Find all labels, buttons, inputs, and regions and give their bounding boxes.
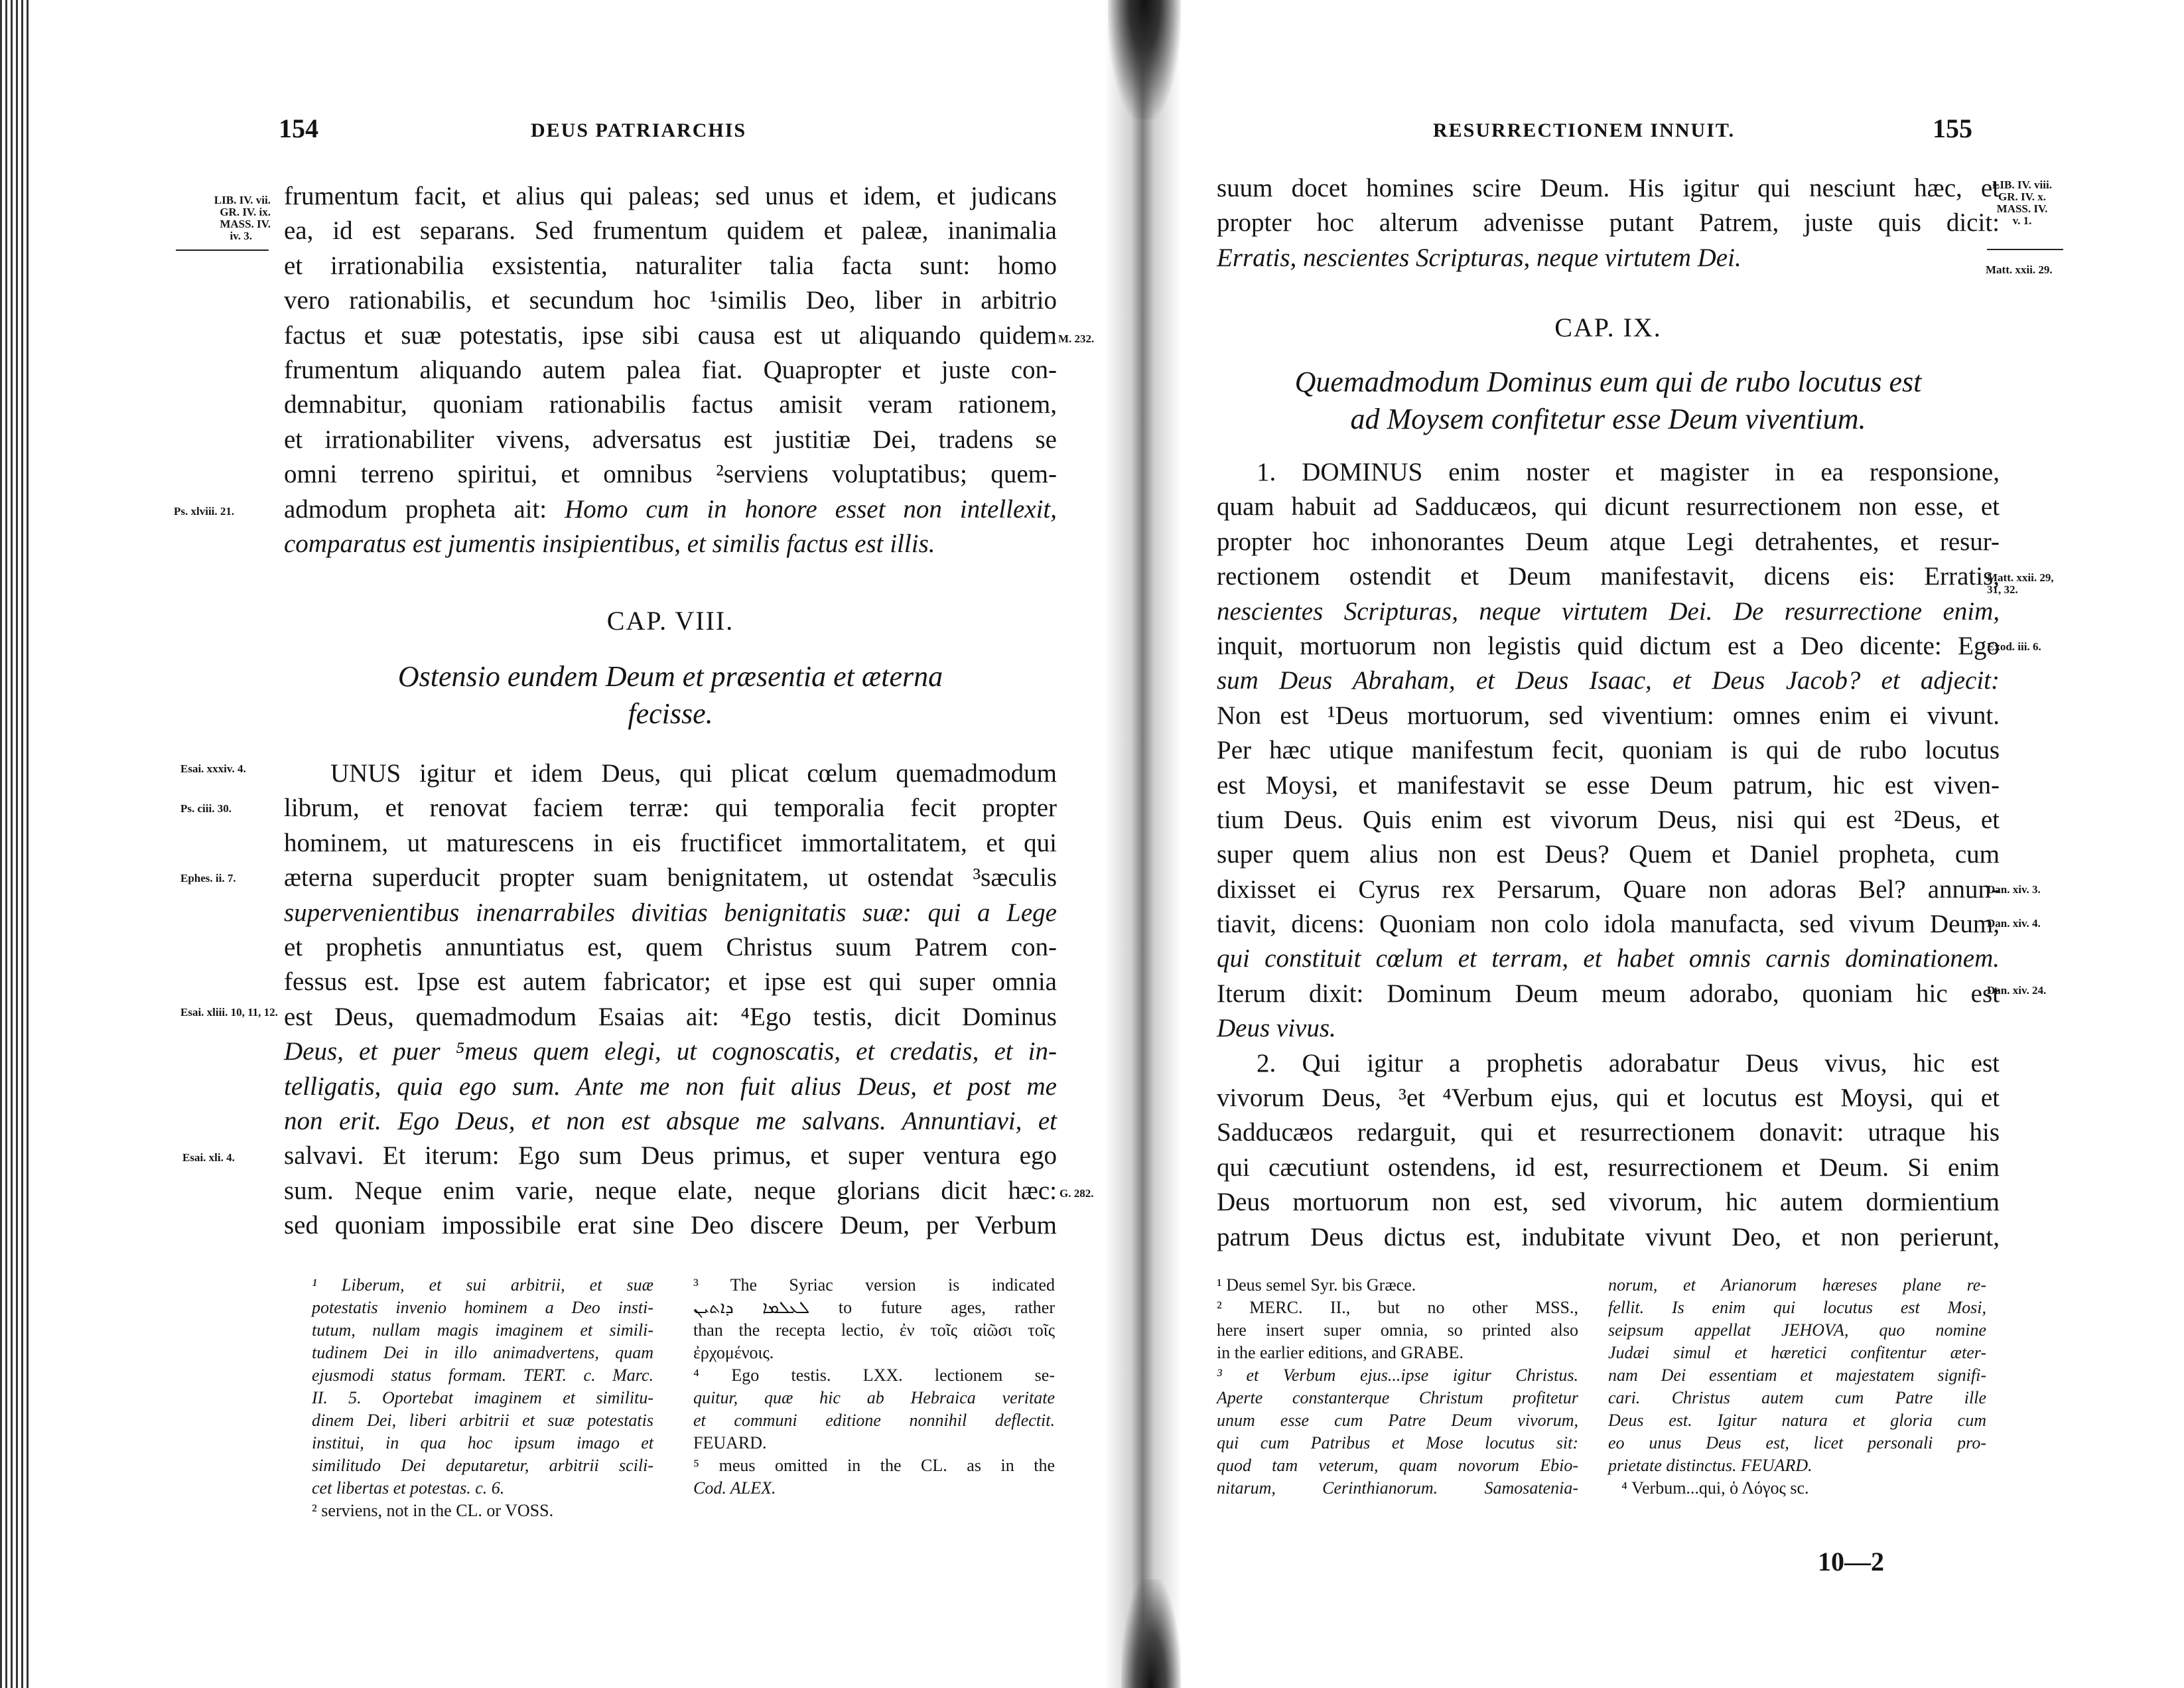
text-line: Non est ¹Deus mortuorum, sed viventium: omnes enim ei vivunt. bbox=[1217, 701, 2000, 730]
text-line: æterna superducit propter suam benignitatem, ut ostendat ³sæculis bbox=[284, 863, 1057, 892]
page-number: 154 bbox=[279, 113, 318, 143]
footnote-line: here insert super omnia, so printed also bbox=[1217, 1320, 1578, 1340]
side-ref-matt22: Matt. xxii. 29. bbox=[1986, 263, 2053, 276]
text-line: tiavit, dicens: Quoniam non colo idola manufacta, sed vivum Deum, bbox=[1217, 910, 2000, 939]
chapter-heading: CAP. IX. bbox=[1554, 313, 1662, 342]
footnote-line: fellit. Is enim qui locutus est Mosi, bbox=[1608, 1298, 1986, 1317]
marginal-ref-line: iv. 3. bbox=[230, 230, 252, 242]
side-ref-esai41: Esai. xli. 4. bbox=[182, 1151, 235, 1164]
text-line: ea, id est separans. Sed frumentum quidem et paleæ, inanimalia bbox=[284, 216, 1057, 246]
side-ref-g282: G. 282. bbox=[1059, 1187, 1094, 1200]
footnote-line: tutum, nullam magis imaginem et simili- bbox=[312, 1320, 653, 1340]
text-line: et irrationabiliter vivens, adversatus est justitiæ Dei, tradens se bbox=[284, 425, 1057, 454]
footnote-line: similitudo Dei deputaretur, arbitrii scili- bbox=[312, 1456, 653, 1475]
running-head: RESURRECTIONEM INNUIT. bbox=[1433, 119, 1736, 141]
text-line: rectionem ostendit et Deum manifestavit, dicens eis: Erratis, bbox=[1217, 562, 2000, 591]
footnote-line: ⁴ Verbum...qui, ὁ Λόγος sc. bbox=[1621, 1478, 1809, 1498]
text-line: propter hoc inhonorantes Deum atque Legi detrahentes, et resur- bbox=[1217, 527, 2000, 556]
quotation-line: comparatus est jumentis insipientibus, et similis factus est illis. bbox=[284, 529, 935, 558]
marginal-ref-line: GR. IV. x. bbox=[1998, 190, 2046, 203]
footnote-line: ἐρχομένοις. bbox=[693, 1343, 774, 1362]
text-line: librum, et renovat faciem terræ: qui temporalia fecit propter bbox=[284, 794, 1057, 823]
text-line: sed quoniam impossibile erat sine Deo discere Deum, per Verbum bbox=[284, 1211, 1057, 1240]
footnote-line: potestatis invenio hominem a Deo insti- bbox=[312, 1298, 653, 1317]
text-line: Per hæc utique manifestum fecit, quoniam is qui de rubo locutus bbox=[1217, 736, 2000, 765]
body-text-top bbox=[284, 179, 1057, 561]
side-ref-m232: M. 232. bbox=[1058, 332, 1095, 345]
footnote-column-2 bbox=[693, 1274, 1055, 1500]
chapter-subtitle-line: Ostensio eundem Deum et præsentia et æterna bbox=[397, 660, 943, 693]
text-line: Deus mortuorum non est, sed vivorum, hic autem dormientium bbox=[1217, 1188, 2000, 1217]
text-line: est Deus, quemadmodum Esaias ait: ⁴Ego testis, dicit Dominus bbox=[284, 1002, 1057, 1031]
text-line: et irrationabilia exsistentia, naturaliter talia facta sunt: homo bbox=[284, 251, 1057, 280]
text-run: admodum propheta ait: bbox=[284, 494, 565, 524]
text-line: qui constituit cœlum et terram, et habet omnis carnis dominationem. bbox=[1217, 944, 2000, 973]
text-line: UNUS igitur et idem Deus, qui plicat cœlum quemadmodum bbox=[330, 759, 1057, 788]
footnote-line: qui cum Patribus et Mose locutus sit: bbox=[1217, 1433, 1578, 1452]
marginal-rule bbox=[176, 249, 269, 251]
text-line: Iterum dixit: Dominum Deum meum adorabo, quoniam hic est bbox=[1217, 979, 2000, 1008]
chapter-subtitle bbox=[284, 658, 1057, 733]
marginal-book-reference bbox=[171, 194, 271, 242]
text-line: 1. DOMINUS enim noster et magister in ea responsione, bbox=[1257, 458, 2000, 486]
side-ref-dan24: Dan. xiv. 24. bbox=[1987, 984, 2047, 997]
text-line: dixisset ei Cyrus rex Persarum, Quare non adoras Bel? annun- bbox=[1217, 875, 2000, 904]
footnote-line: ejusmodi status formam. TERT. c. Marc. bbox=[312, 1366, 653, 1385]
footnote-line: Cod. ALEX. bbox=[693, 1478, 776, 1498]
footnote-line: cari. Christus autem cum Patre ille bbox=[1608, 1388, 1986, 1407]
text-line: demnabitur, quoniam rationabilis factus amisit veram rationem, bbox=[284, 390, 1057, 419]
side-ref-dan4: Dan. xiv. 4. bbox=[1987, 917, 2041, 930]
right-page bbox=[1181, 0, 2184, 1688]
footnote-line: institui, in qua hoc ipsum imago et bbox=[312, 1433, 653, 1452]
printer-signature: 10—2 bbox=[1818, 1547, 1884, 1577]
chapter-subtitle bbox=[1217, 364, 2000, 438]
footnote-line: FEUARD. bbox=[693, 1433, 767, 1452]
gutter-shadow-bottom bbox=[1121, 1579, 1181, 1688]
text-line: salvavi. Et iterum: Ego sum Deus primus, et super ventura ego bbox=[284, 1141, 1057, 1170]
text-line: frumentum facit, et alius qui paleas; sed unus et idem, et judicans bbox=[284, 182, 1057, 210]
footnote-column-2 bbox=[1608, 1274, 1986, 1500]
body-text-main bbox=[1217, 455, 2000, 1255]
marginal-ref-line: MASS. IV. bbox=[1996, 202, 2048, 215]
text-line bbox=[284, 492, 1057, 527]
footnote-line: in the earlier editions, and GRABE. bbox=[1217, 1343, 1464, 1362]
side-ref-exod3: Exod. iii. 6. bbox=[1987, 640, 2041, 653]
footnote-line: seipsum appellat JEHOVA, quo nomine bbox=[1608, 1320, 1986, 1340]
text-line: vero rationabilis, et secundum hoc ¹similis Deo, liber in arbitrio bbox=[284, 286, 1057, 315]
footnote-line: nitarum, Cerinthianorum. Samosatenia- bbox=[1217, 1478, 1578, 1498]
text-line: fessus est. Ipse est autem fabricator; et ipse est qui super omnia bbox=[284, 967, 1057, 997]
text-line: Deus vivus. bbox=[1217, 1014, 1336, 1043]
footnote-line: Aperte constanterque Christum profitetur bbox=[1217, 1388, 1578, 1407]
footnote-line: quitur, quæ hic ab Hebraica veritate bbox=[693, 1388, 1055, 1407]
chapter-subtitle-line: fecisse. bbox=[628, 697, 713, 730]
text-line: factus et suæ potestatis, ipse sibi causa est ut aliquando quidem bbox=[284, 320, 1057, 350]
quotation: Homo cum in honore esset non intellexit, bbox=[565, 494, 1057, 524]
text-line: hominem, ut maturescens in eis fructificet immortalitatem, et qui bbox=[284, 828, 1057, 857]
side-ref-eph2: Ephes. ii. 7. bbox=[180, 872, 236, 884]
side-ref-ps48: Ps. xlviii. 21. bbox=[174, 505, 235, 518]
footnote-line: Deus est. Igitur natura et gloria cum bbox=[1608, 1411, 1986, 1430]
text-line: suum docet homines scire Deum. His igitur qui nesciunt hæc, et bbox=[1217, 174, 2000, 202]
footnotes bbox=[312, 1274, 1061, 1579]
footnote-line: eo unus Deus est, licet personali pro- bbox=[1608, 1433, 1986, 1452]
text-line: qui cæcutiunt ostendens, id est, resurrectionem et Deum. Si enim bbox=[1217, 1153, 2000, 1182]
text-line: supervenientibus inenarrabiles divitias benignitatis suæ: qui a Lege bbox=[284, 898, 1057, 927]
footnote-line: ¹ Liberum, et sui arbitrii, et suæ bbox=[312, 1275, 653, 1295]
footnote-line: ² serviens, not in the CL. or VOSS. bbox=[312, 1501, 554, 1520]
side-ref-dan3: Dan. xiv. 3. bbox=[1987, 883, 2041, 896]
text-line: sum. Neque enim varie, neque elate, neque glorians dicit hæc: bbox=[284, 1176, 1057, 1205]
quotation-line: Erratis, nescientes Scripturas, neque virtutem Dei. bbox=[1217, 243, 1741, 272]
marginal-ref-line: LIB. IV. vii. bbox=[214, 194, 271, 206]
side-ref-esai43: Esai. xliii. 10, 11, 12. bbox=[180, 1006, 278, 1019]
footnote-line: ³ The Syriac version is indicated bbox=[693, 1275, 1055, 1295]
text-line: omni terreno spiritui, et omnibus ²serviens voluptatibus; quem- bbox=[284, 460, 1057, 489]
footnote-line: cet libertas et potestas. c. 6. bbox=[312, 1478, 505, 1498]
text-line: telligatis, quia ego sum. Ante me non fuit alius Deus, et post me bbox=[284, 1072, 1057, 1101]
marginal-ref-line: v. 1. bbox=[2012, 214, 2032, 227]
text-line: inquit, mortuorum non legistis quid dictum est a Deo dicente: Ego bbox=[1217, 631, 2000, 660]
text-line: frumentum aliquando autem palea fiat. Quapropter et juste con- bbox=[284, 355, 1057, 384]
gutter-shadow-top bbox=[1108, 0, 1181, 119]
footnote-line: ܠܥܠܡܐ ܕܐܬܝܢ to future ages, rather bbox=[693, 1298, 1056, 1317]
chapter-subtitle-line: Quemadmodum Dominus eum qui de rubo locutus est bbox=[1294, 366, 1922, 398]
footnote-line: dinem Dei, liberi arbitrii et suæ potestatis bbox=[312, 1411, 653, 1430]
text-line: quam habuit ad Sadducæos, qui dicunt resurrectionem non esse, et bbox=[1217, 492, 2000, 522]
text-line: propter hoc alterum advenisse putant Patrem, juste quis dicit: bbox=[1217, 208, 2000, 238]
footnotes bbox=[1217, 1274, 1986, 1579]
running-head: DEUS PATRIARCHIS bbox=[531, 119, 747, 141]
chapter-subtitle-line: ad Moysem confitetur esse Deum viventium. bbox=[1350, 403, 1866, 435]
footnote-line: ² MERC. II., but no other MSS., bbox=[1217, 1298, 1578, 1317]
chapter-heading: CAP. VIII. bbox=[606, 606, 734, 636]
page-number: 155 bbox=[1933, 113, 1972, 143]
footnote-line: than the recepta lectio, ἐν τοῖς αἰῶσι τοῖς bbox=[693, 1320, 1055, 1340]
body-text-top bbox=[1217, 171, 2000, 275]
footnote-line: ¹ Deus semel Syr. bis Græce. bbox=[1217, 1275, 1416, 1295]
text-line: super quem alius non est Deus? Quem et Daniel propheta, cum bbox=[1217, 840, 2000, 869]
footnote-line: quod tam veterum, quam novorum Ebio- bbox=[1217, 1456, 1578, 1475]
footnote-line: ⁴ Ego testis. LXX. lectionem se- bbox=[693, 1366, 1055, 1385]
book-gutter bbox=[1105, 0, 1181, 1688]
footnote-line: et communi editione nonnihil deflectit. bbox=[693, 1411, 1055, 1430]
marginal-ref-line: MASS. IV. bbox=[220, 218, 271, 230]
text-line: Sadducæos redarguit, qui et resurrectionem donavit: utraque his bbox=[1217, 1118, 2000, 1147]
side-ref-ps103: Ps. ciii. 30. bbox=[180, 802, 232, 815]
text-line: nescientes Scripturas, neque virtutem Dei. De resurrectione enim, bbox=[1217, 597, 2000, 626]
footnote-line: ⁵ meus omitted in the CL. as in the bbox=[693, 1456, 1055, 1475]
footnote-line: unum esse cum Patre Deum vivorum, bbox=[1217, 1411, 1578, 1430]
side-ref-esai34: Esai. xxxiv. 4. bbox=[180, 762, 246, 775]
footnote-line: ³ et Verbum ejus...ipse igitur Christus. bbox=[1217, 1366, 1578, 1385]
text-line: Deus, et puer ⁵meus quem elegi, ut cognoscatis, et credatis, et in- bbox=[284, 1037, 1057, 1066]
footnote-line: norum, et Arianorum hæreses plane re- bbox=[1608, 1275, 1986, 1295]
footnote-line: Judæi simul et hæretici confitentur æter- bbox=[1608, 1343, 1986, 1362]
text-line: patrum Deus dictus est, indubitate vivunt Deo, et non perierunt, bbox=[1217, 1222, 2000, 1251]
body-text-main bbox=[284, 756, 1057, 1243]
text-line: tium Deus. Quis enim est vivorum Deus, nisi qui est ²Deus, et bbox=[1217, 805, 2000, 834]
footnote-line: tudinem Dei in illo animadvertens, quam bbox=[312, 1343, 653, 1362]
text-line: vivorum Deus, ³et ⁴Verbum ejus, qui et locutus est Moysi, qui et bbox=[1217, 1084, 2000, 1113]
side-ref-matt22b: Matt. xxii. 29, 31, 32. bbox=[1987, 571, 2054, 596]
text-line: est Moysi, et manifestavit se esse Deum patrum, hic est viven- bbox=[1217, 770, 2000, 800]
text-line: 2. Qui igitur a prophetis adorabatur Deus vivus, hic est bbox=[1257, 1048, 2000, 1078]
text-line: non erit. Ego Deus, et non est absque me salvans. Annuntiavi, et bbox=[284, 1106, 1057, 1135]
footnote-column-1 bbox=[312, 1274, 653, 1522]
text-line: et prophetis annuntiatus est, quem Christus suum Patrem con- bbox=[284, 932, 1057, 961]
text-line: sum Deus Abraham, et Deus Isaac, et Deus Jacob? et adjecit: bbox=[1217, 666, 2000, 695]
footnote-line: nam Dei essentiam et majestatem signifi- bbox=[1608, 1366, 1986, 1385]
footnote-line: prietate distinctus. FEUARD. bbox=[1608, 1456, 1812, 1475]
marginal-ref-line: LIB. IV. viii. bbox=[1992, 178, 2052, 191]
footnote-line: II. 5. Oportebat imaginem et similitu- bbox=[312, 1388, 653, 1407]
marginal-ref-line: GR. IV. ix. bbox=[220, 206, 271, 218]
footnote-column-1 bbox=[1217, 1274, 1578, 1500]
